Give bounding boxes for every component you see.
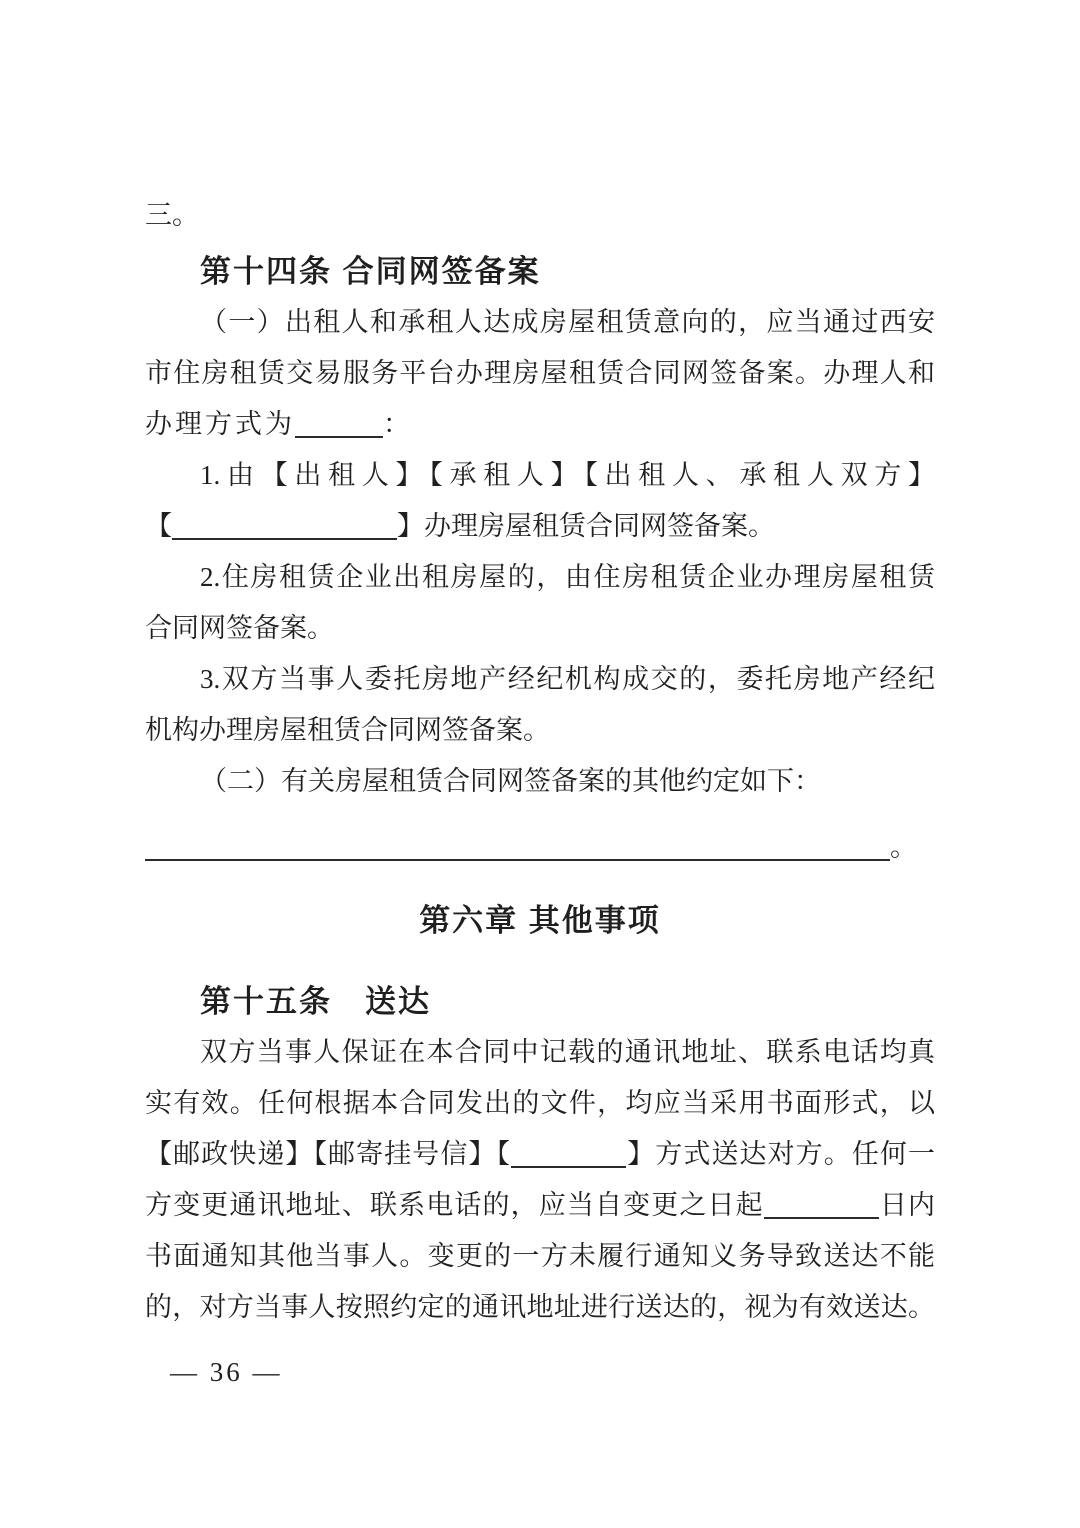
article-15-line5: 书面通知其他当事人。变更的一方未履行通知义务导致送达不能: [145, 1241, 935, 1271]
article-15-line3: 【邮政快递】【邮寄挂号信】【 】方式送达对方。任何一: [145, 1139, 936, 1169]
fill-in-blank-party: [172, 511, 397, 540]
article-14-item2-line1: 2.住房租赁企业出租房屋的，由住房租赁企业办理房屋租赁: [200, 562, 935, 592]
article-14-heading-label: 第十四条 合同网签备案: [200, 254, 541, 289]
article-15-line4: 方变更通讯地址、联系电话的，应当自变更之日起 日内: [145, 1190, 935, 1220]
carryover-text: [145, 190, 935, 241]
article-14-para1-line2: 市住房租赁交易服务平台办理房屋租赁合同网签备案。办理人和: [145, 358, 935, 388]
article-14-other-terms-blank-line: [145, 822, 935, 873]
article-14-item1-line2: 【 】办理房屋租赁合同网签备案。: [145, 511, 775, 541]
article-14-para2: （二）有关房屋租赁合同网签备案的其他约定如下：: [200, 766, 821, 796]
article-15-line1: 双方当事人保证在本合同中记载的通讯地址、联系电话均真: [200, 1037, 935, 1067]
article-14-para1-line1: （一）出租人和承租人达成房屋租赁意向的，应当通过西安: [200, 307, 935, 337]
article-15-heading: [200, 976, 935, 1027]
article-14-item1-line1: 1.由【出租人】【承租人】【出租人、承租人双方】: [200, 460, 935, 490]
article-14-item3-line2: 机构办理房屋租赁合同网签备案。: [145, 715, 550, 745]
article-15-line2: 实有效。任何根据本合同发出的文件，均应当采用书面形式，以: [145, 1088, 935, 1118]
fill-in-blank-other-terms: [145, 832, 890, 861]
fill-in-blank-delivery-method: [511, 1139, 626, 1168]
article-14-item3-line1: 3.双方当事人委托房地产经纪机构成交的，委托房地产经纪: [200, 664, 935, 694]
carryover-label: 三。: [145, 200, 199, 230]
chapter-6-heading: [145, 895, 935, 946]
article-14-heading: [200, 246, 935, 297]
fill-in-blank-days: [764, 1190, 879, 1219]
page-number: — 36 —: [170, 1357, 283, 1387]
fill-in-blank-method: [295, 409, 383, 438]
article-14-para1-line3: 办理方式为 ：: [145, 409, 413, 439]
blank-line-period: 。: [890, 832, 917, 862]
article-15-line6: 的，对方当事人按照约定的通讯地址进行送达的，视为有效送达。: [145, 1292, 935, 1322]
article-15-heading-label: 第十五条 送达: [200, 984, 431, 1019]
chapter-6-heading-label: 第六章 其他事项: [419, 903, 661, 938]
article-14-item2-line2: 合同网签备案。: [145, 613, 334, 643]
